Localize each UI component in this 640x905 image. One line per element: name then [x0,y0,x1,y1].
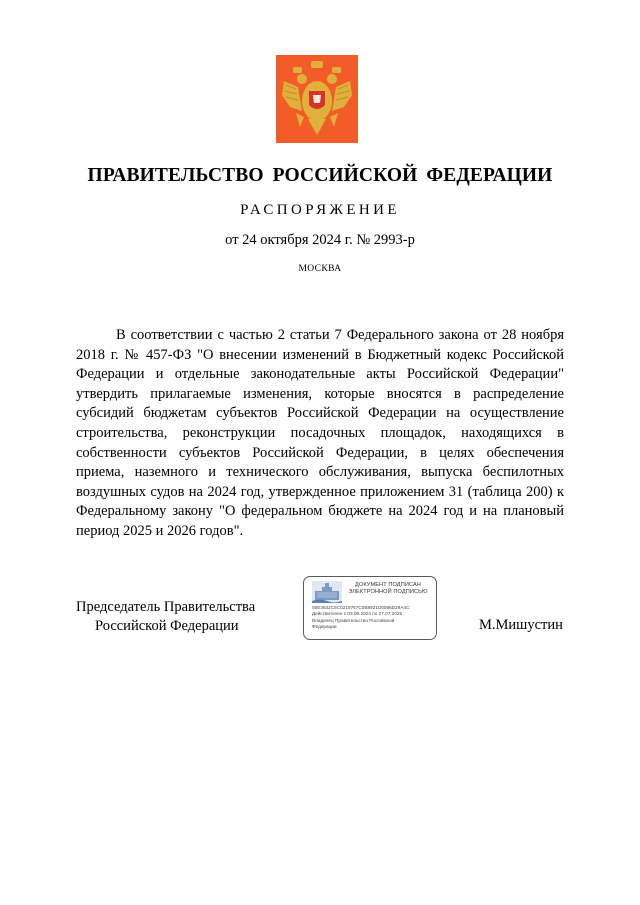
stamp-title [340,582,436,596]
signatory-position-line2: Российской Федерации [95,618,239,634]
document-type: РАСПОРЯЖЕНИЕ [240,202,400,218]
stamp-details [312,605,434,631]
coat-of-arms-emblem [276,55,358,143]
certificate-owner-line1: Владелец Правительство Российской [312,617,395,623]
stamp-title-line2: ЭЛЕКТРОННОЙ ПОДПИСЬЮ [348,589,428,595]
document-date-number: от 24 октября 2024 г. № 2993-р [225,232,415,248]
certificate-validity: Действителен с 03.05.2024 по 27.07.2025 [312,611,403,617]
signatory-position-line1: Председатель Правительства [76,599,256,615]
certificate-owner-line2: Федерации [312,624,337,630]
certificate-number: 00E3632C6C0219767C0B8921D0086D29A4C [312,605,410,610]
electronic-signature-stamp [303,576,437,640]
government-title: ПРАВИТЕЛЬСТВО РОССИЙСКОЙ ФЕДЕРАЦИИ [87,165,553,186]
government-building-icon [312,581,342,603]
stamp-title-line1: ДОКУМЕНТ ПОДПИСАН [355,582,421,588]
signatory-name: М.Мишустин [479,617,563,633]
order-paragraph: В соответствии с частью 2 статьи 7 Федерального закона от 28 ноября 2018 г. № 457-ФЗ "О внесении изменений в Бюджетный кодекс Российской Федерации и отдельные законодательные акты Российской Федерации" утвердить прилагаемые изменения, которые вносятся в распределение субсидий бюджетам субъектов Российской Федерации на осуществление строительства, реконструкции посадочных площадок, находящихся в собственности субъектов Российской Федерации, в целях обеспечения приема, наземного и технического обслуживания, выпуска беспилотных воздушных судов на 2024 год, утвержденное приложением 31 (таблица 200) к Федеральному закону "О федеральном бюджете на 2024 год и на плановый период 2025 и 2026 годов". [76,327,564,539]
city-name: МОСКВА [298,264,342,274]
russian-coat-of-arms-icon [276,55,358,143]
signatory-position [76,598,255,636]
